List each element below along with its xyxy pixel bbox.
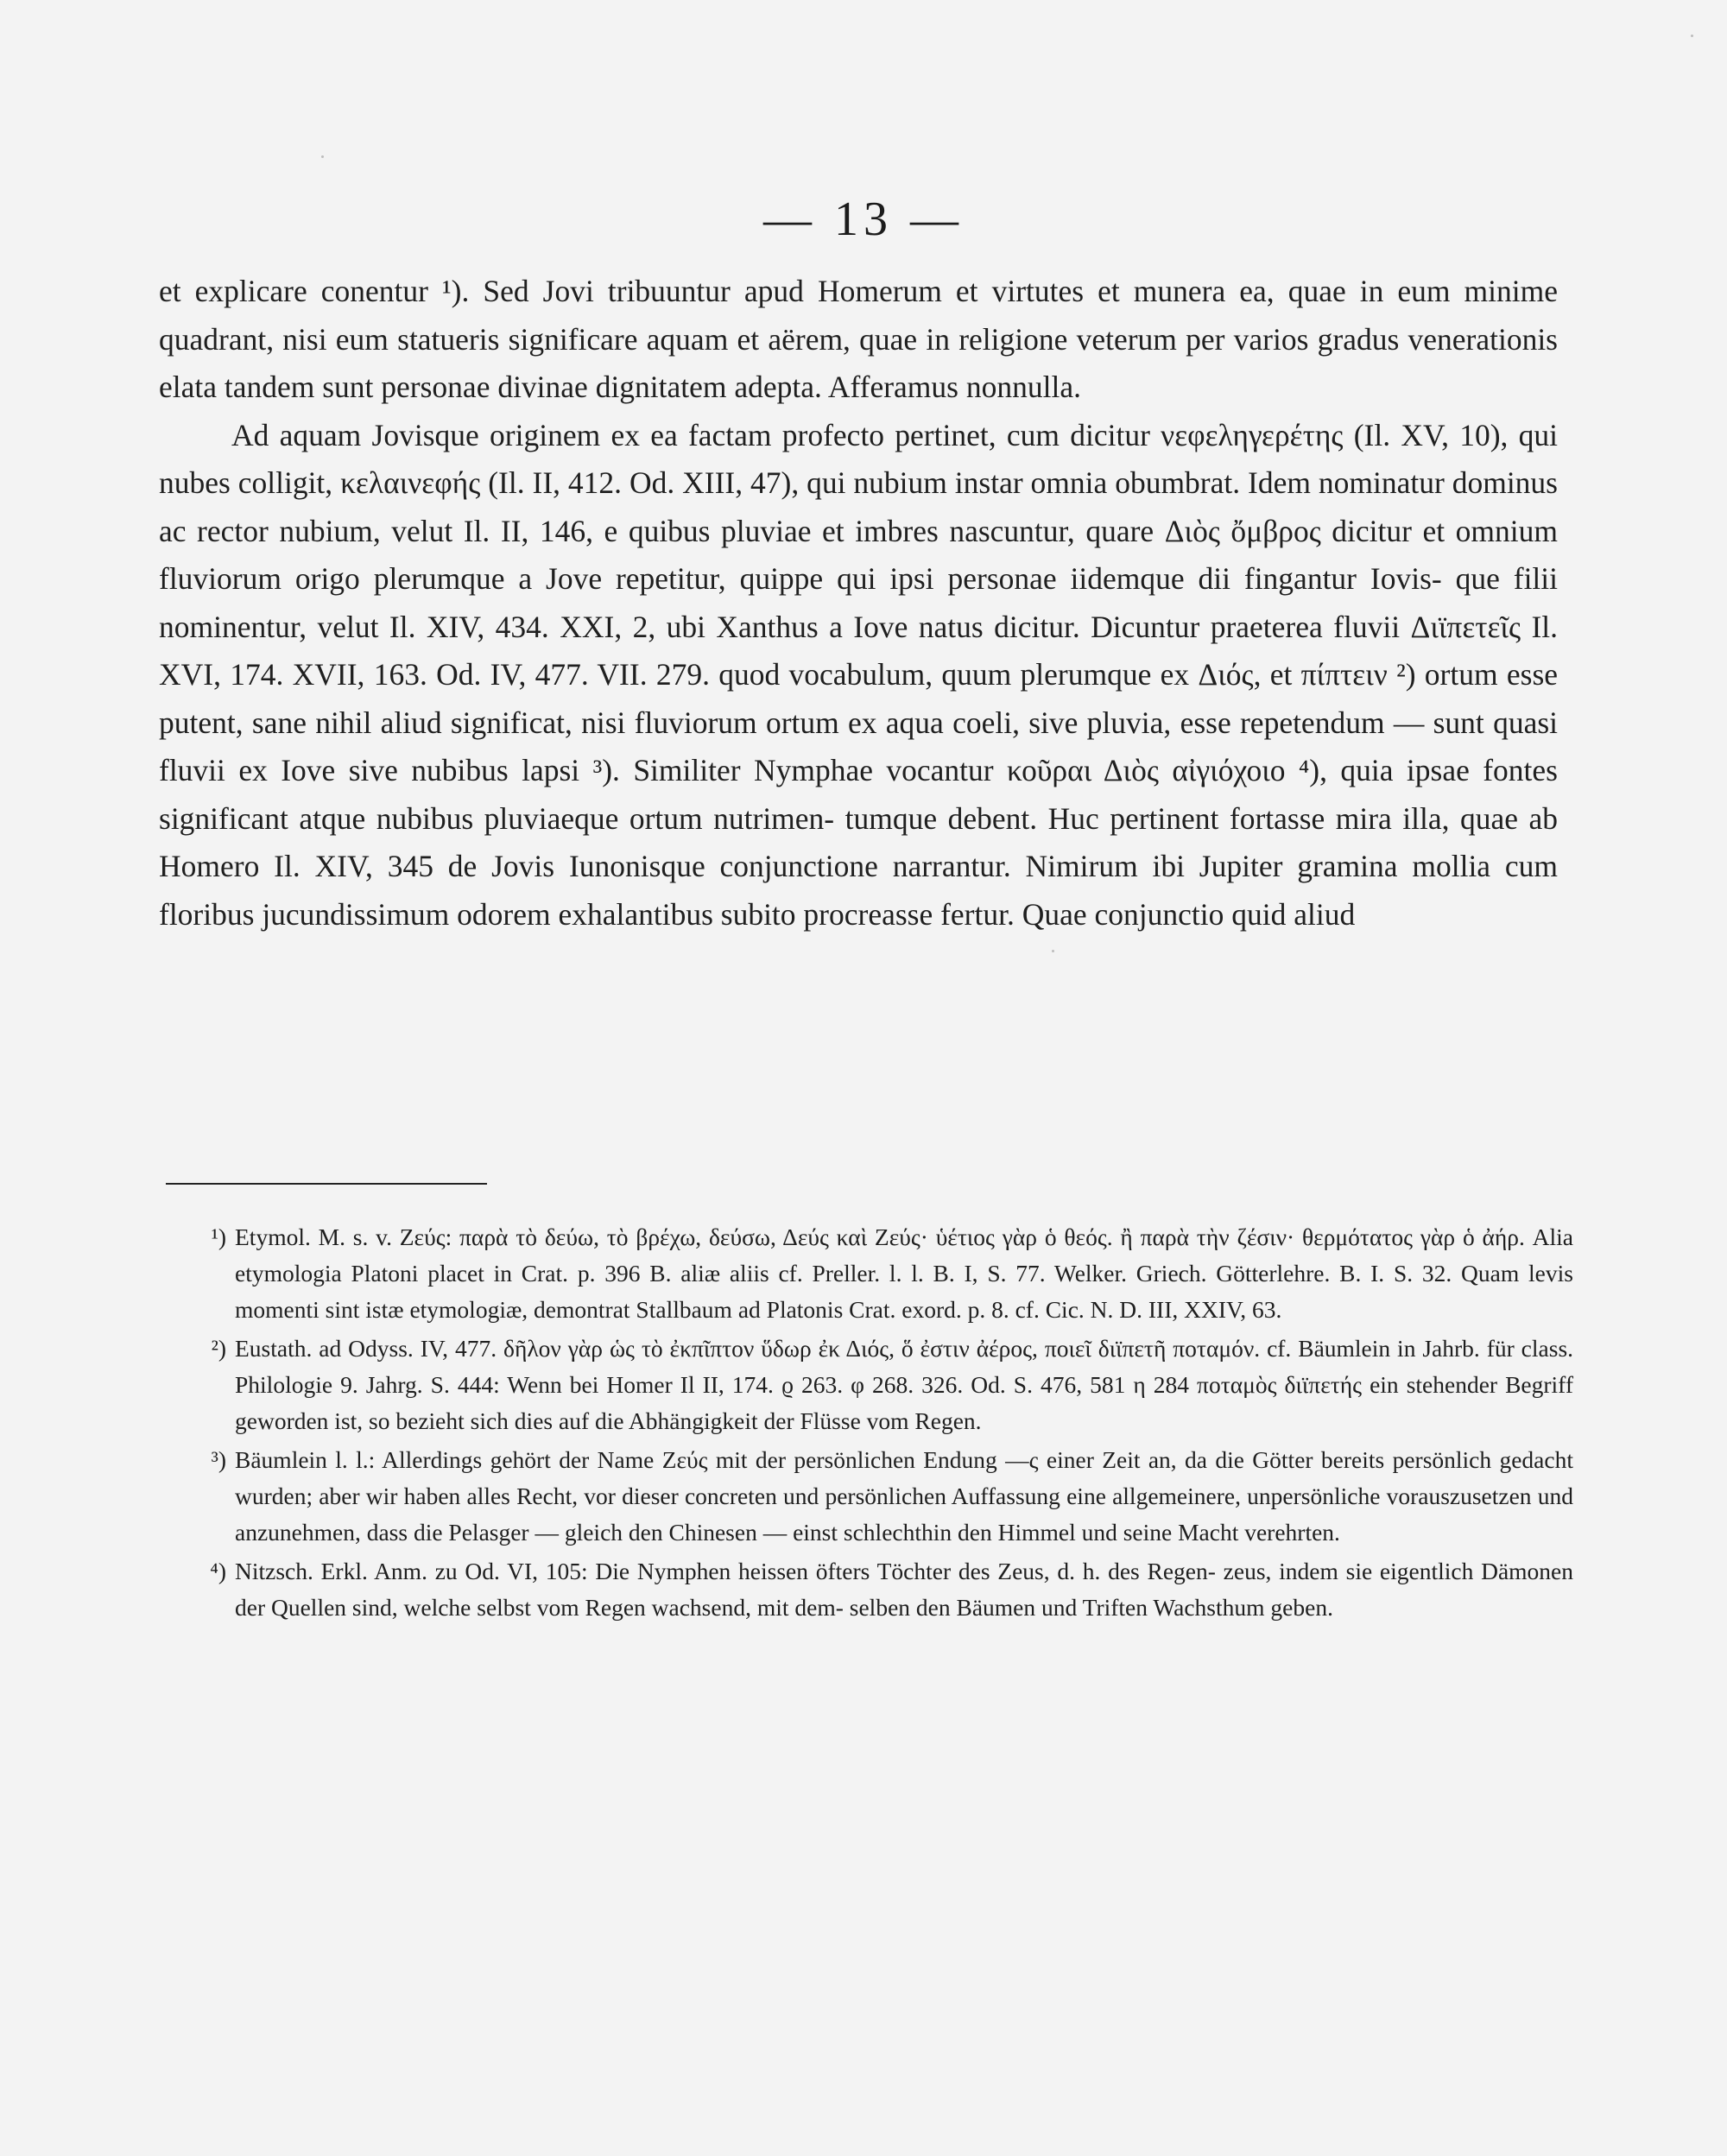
text-line: religione veterum per varios gradus venerationis elata tandem sunt personae divinae bbox=[159, 321, 1559, 404]
footnote-line: selben den Bäumen und Triften Wachsthum geben. bbox=[849, 1594, 1333, 1621]
footnote-line: zeus, indem sie eigentlich Dämonen der Quellen sind, welche selbst vom Regen wachsend, mit dem- bbox=[235, 1558, 1574, 1621]
footnote-4 bbox=[181, 1553, 1573, 1626]
text-line: Dicuntur praeterea fluvii Διϊπετεῖς Il. XVI, 174. XVII, 163. Od. IV, 477. VII. 279. bbox=[159, 609, 1558, 692]
page-number: — 13 — bbox=[763, 193, 964, 246]
footnote-line: geworden ist, so bezieht sich dies auf die Abhängigkeit der Flüsse vom Regen. bbox=[235, 1407, 982, 1434]
text-line: e quibus pluviae et imbres nascuntur, quare Διὸς ὄμβρος dicitur et omnium fluviorum bbox=[159, 513, 1558, 596]
paragraph bbox=[159, 268, 1558, 412]
footnote-line: levis momenti sint istæ etymologiæ, demontrat Stallbaum ad Platonis Crat. exord. p. 8. cf. Cic. N. D. bbox=[235, 1260, 1573, 1323]
footnote-mark: ¹) bbox=[211, 1223, 226, 1250]
text-line: aliud significat, nisi fluviorum ortum ex aqua coeli, sive pluvia, esse repetendum — bbox=[380, 705, 1425, 740]
footnote-mark: ³) bbox=[211, 1446, 226, 1473]
text-line: quae in eum minime quadrant, nisi eum statueris significare aquam et aërem, quae in bbox=[159, 274, 1559, 357]
text-line: (Il. XV, 10), qui nubes colligit, κελαινεφής (Il. II, 412. Od. XIII, 47), qui nubium bbox=[159, 417, 1559, 500]
text-line: et explicare conentur ¹). Sed Jovi tribuuntur apud Homerum et virtutes et munera ea, bbox=[159, 274, 1275, 308]
footnote-mark: ⁴) bbox=[210, 1558, 226, 1584]
main-text bbox=[159, 268, 1558, 939]
paragraph bbox=[159, 412, 1558, 939]
footnote-line: die Pelasger — gleich den Chinesen — einst schlechthin den Himmel und seine Macht verehrten. bbox=[413, 1519, 1340, 1546]
text-line: que filii nominentur, velut Il. XIV, 434. XXI, 2, ubi Xanthus a Iove natus dicitur. bbox=[159, 561, 1559, 644]
footnote-line: da die Götter bereits persönlich gedacht wurden; aber wir haben alles Recht, vor dieser concreten bbox=[235, 1446, 1573, 1509]
text-line: αἰγιόχοιο ⁴), quia ipsae fontes significant atque nubibus pluviaeque ortum nutrimen- bbox=[159, 753, 1558, 836]
footnote-mark: ²) bbox=[211, 1335, 226, 1362]
text-line: instar omnia obumbrat. Idem nominatur dominus ac rector nubium, velut Il. II, 146, bbox=[159, 465, 1558, 548]
footnote-line: Bäumlein l. l.: Allerdings gehört der Name Ζεύς mit der persönlichen Endung —ς einer Zeit an, bbox=[235, 1446, 1177, 1473]
footnote-line: Nitzsch. Erkl. Anm. zu Od. VI, 105: Die Nymphen heissen öfters Töchter des Zeus, d. h. des Regen- bbox=[235, 1558, 1216, 1584]
text-line: quod vocabulum, quum plerumque ex Διός, et πίπτειν ²) ortum esse putent, sane nihil bbox=[159, 657, 1559, 740]
footnote-3 bbox=[181, 1442, 1573, 1551]
footnote-1 bbox=[181, 1219, 1573, 1328]
text-line: origo plerumque a Jove repetitur, quippe qui ipsi personae iidemque dii fingantur Iovis- bbox=[294, 561, 1442, 596]
footnote-line: διϊπετῆ ποταμόν. cf. Bäumlein in Jahrb. für class. Philologie 9. Jahrg. S. 444: Wenn bei Homer bbox=[235, 1335, 1574, 1398]
text-line: dignitatem adepta. Afferamus nonnulla. bbox=[595, 370, 1081, 404]
footnote-line: θεός. ἢ παρὰ τὴν ζέσιν· θερμότατος γὰρ ὁ ἀήρ. Alia etymologia Platoni placet in Crat. bbox=[235, 1223, 1574, 1287]
footnotes bbox=[181, 1219, 1573, 1628]
footnote-2 bbox=[181, 1331, 1573, 1439]
footnote-line: Eustath. ad Odyss. IV, 477. δῆλον γὰρ ὡς τὸ ἐκπῖπτον ὕδωρ ἐκ Διός, ὅ ἐστιν ἀέρος, ποιεῖ bbox=[235, 1335, 1091, 1362]
footnote-divider bbox=[166, 1183, 487, 1185]
footnote-line: Etymol. M. s. v. Ζεύς: παρὰ τὸ δεύω, τὸ βρέχω, δεύσω, Δεύς καὶ Ζεύς· ὑέτιος γὰρ ὁ bbox=[235, 1223, 1057, 1250]
text-line: Iunonisque conjunctione narrantur. Nimirum ibi Jupiter gramina mollia cum floribus bbox=[159, 849, 1558, 932]
footnote-line: p. 396 B. aliæ aliis cf. Preller. l. l. B. I, S. 77. Welker. Griech. Götterlehre. B. I. S. 32. Quam bbox=[577, 1260, 1520, 1287]
footnote-line: III, XXIV, 63. bbox=[1148, 1296, 1282, 1323]
footnote-line: Il II, 174. ϱ 263. φ 268. 326. Od. S. 476, 581 η 284 ποταμὸς διϊπετής ein stehender Begriff bbox=[680, 1371, 1573, 1398]
text-line: jucundissimum odorem exhalantibus subito procreasse fertur. Quae conjunctio quid aliud bbox=[262, 896, 1356, 932]
text-line: sunt quasi fluvii ex Iove sive nubibus lapsi ³). Similiter Nymphae vocantur κοῦραι Διὸς bbox=[159, 705, 1558, 787]
text-line: tumque debent. Huc pertinent fortasse mira illa, quae ab Homero Il. XIV, 345 de Jovis bbox=[159, 800, 1559, 883]
footnote-line: und persönlichen Auffassung eine allgemeinere, unpersönliche vorauszusetzen und anzunehmen, dass bbox=[235, 1483, 1573, 1546]
text-line: Ad aquam Jovisque originem ex ea factam profecto pertinet, cum dicitur νεφεληγερέτης bbox=[231, 417, 1344, 452]
